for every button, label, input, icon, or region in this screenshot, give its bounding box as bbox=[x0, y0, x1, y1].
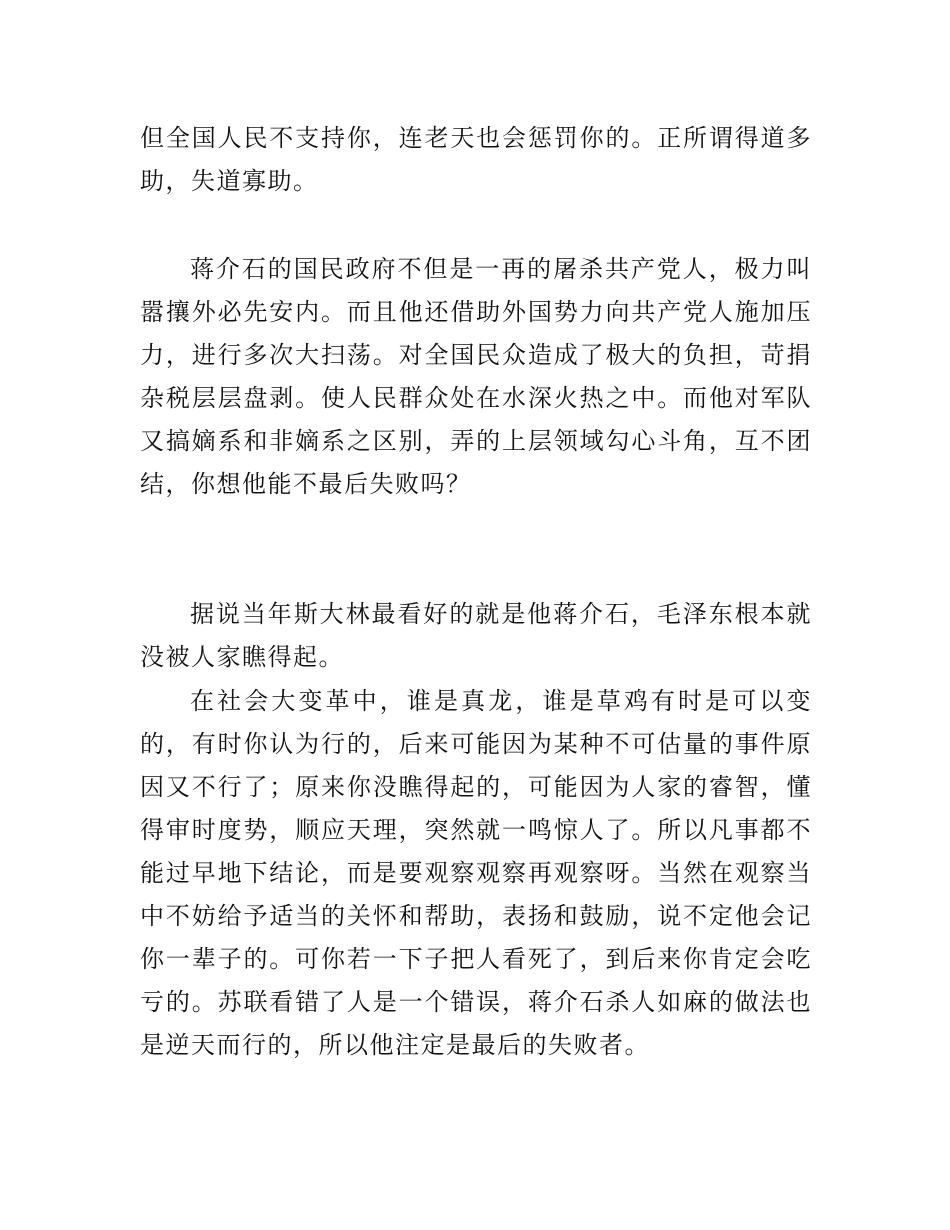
paragraph-text: 据说当年斯大林最看好的就是他蒋介石，毛泽东根本就没被人家瞧得起。 bbox=[140, 600, 812, 671]
paragraph-chiang-government bbox=[140, 248, 812, 506]
paragraph-text: 蒋介石的国民政府不但是一再的屠杀共产党人，极力叫嚣攘外必先安内。而且他还借助外国势力向共产党人施加压力，进行多次大扫荡。对全国民众造成了极大的负担，苛捐杂税层层盘剥。使人民群众处在水深火热之中。而他对军队又搞嫡系和非嫡系之区别，弄的上层领域勾心斗角，互不团结，你想他能不最后失败吗？ bbox=[140, 255, 812, 498]
paragraph-continued bbox=[140, 117, 812, 203]
paragraph-social-change bbox=[140, 680, 812, 1067]
paragraph-stalin bbox=[140, 593, 812, 679]
paragraph-text: 在社会大变革中，谁是真龙，谁是草鸡有时是可以变的，有时你认为行的，后来可能因为某种不可估量的事件原因又不行了；原来你没瞧得起的，可能因为人家的睿智，懂得审时度势，顺应天理，突然就一鸣惊人了。所以凡事都不能过早地下结论，而是要观察观察再观察呀。当然在观察当中不妨给予适当的关怀和帮助，表扬和鼓励，说不定他会记你一辈子的。可你若一下子把人看死了，到后来你肯定会吃亏的。苏联看错了人是一个错误，蒋介石杀人如麻的做法也是逆天而行的，所以他注定是最后的失败者。 bbox=[140, 687, 812, 1059]
paragraph-text: 但全国人民不支持你，连老天也会惩罚你的。正所谓得道多助，失道寡助。 bbox=[140, 124, 812, 195]
